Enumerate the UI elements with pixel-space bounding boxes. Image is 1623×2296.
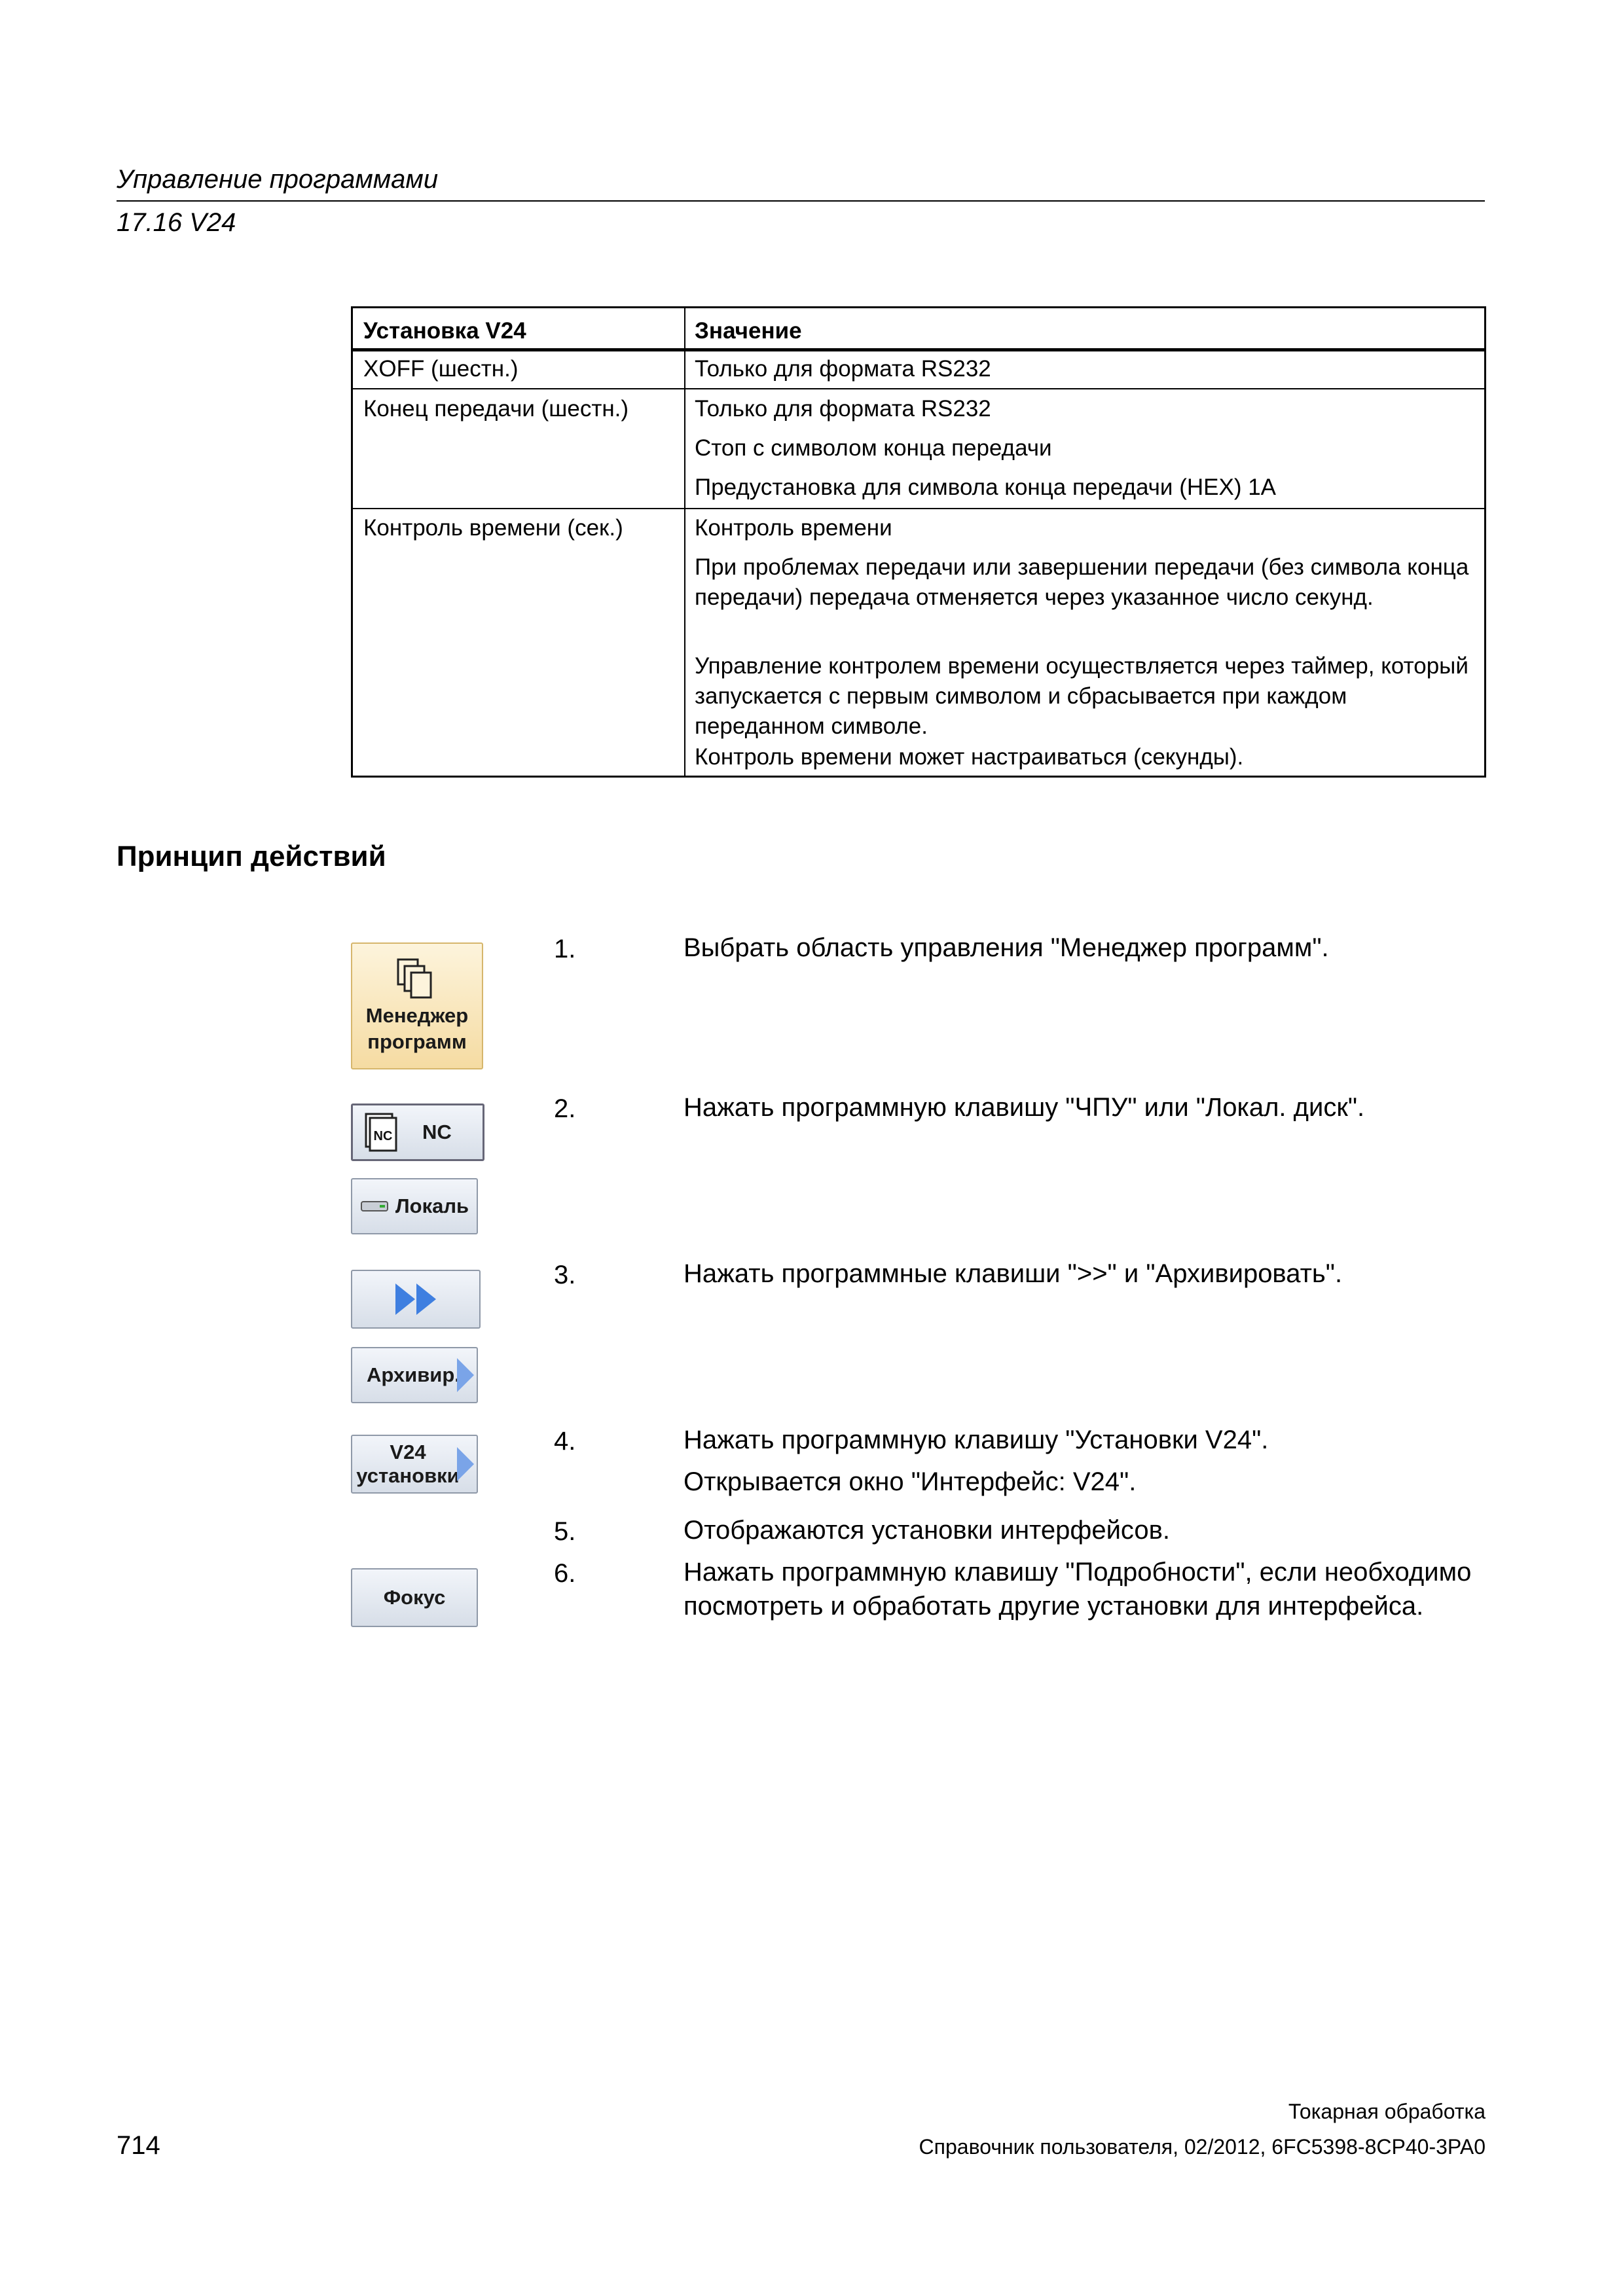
focus-softkey[interactable] [351, 1568, 478, 1627]
step-number: 2. [554, 1094, 576, 1123]
softkey-label-line1: Менеджер [365, 1004, 469, 1027]
step-number: 5. [554, 1517, 576, 1546]
submenu-arrow-icon [457, 1447, 474, 1481]
table-cell-value: Только для формата RS232 [695, 356, 991, 382]
table-cell-value: Контроль времени [695, 515, 892, 541]
running-header-title: Управление программами [117, 165, 439, 194]
table-row-divider [353, 388, 1484, 389]
program-manager-icon [394, 957, 440, 1003]
page-number: 714 [117, 2131, 160, 2160]
forward-arrow-icon [395, 1283, 415, 1315]
nc-softkey-label: NC [422, 1121, 452, 1143]
program-manager-softkey[interactable] [351, 942, 483, 1069]
step-text: Нажать программную клавишу "ЧПУ" или "Локал. диск". [684, 1093, 1365, 1122]
step-number: 6. [554, 1559, 576, 1588]
step-text: Нажать программные клавиши ">>" и "Архивировать". [684, 1259, 1343, 1288]
table-column-divider [684, 308, 685, 776]
softkey-label-line2: программ [367, 1030, 467, 1053]
footer-product: Токарная обработка [1288, 2100, 1486, 2123]
table-cell-value: При проблемах передачи или завершении передачи (без символа конца передачи) передача отменяется через указанное число секунд. [695, 554, 1469, 610]
step-subtext: Открывается окно "Интерфейс: V24". [684, 1467, 1137, 1496]
nc-icon-text: NC [373, 1129, 393, 1143]
archive-softkey-label: Архивир. [367, 1363, 460, 1386]
section-heading: Принцип действий [117, 840, 386, 872]
table-header-value: Значение [695, 318, 802, 344]
table-row-divider [353, 508, 1484, 509]
v24-softkey-label-line1: V24 [390, 1441, 426, 1463]
nc-softkey[interactable] [351, 1103, 484, 1161]
step-text: Выбрать область управления "Менеджер программ". [684, 933, 1329, 962]
step-number: 3. [554, 1261, 576, 1289]
local-drive-softkey-label: Локаль [395, 1194, 469, 1217]
step-text: Нажать программную клавишу "Установки V24". [684, 1426, 1269, 1454]
table-cell-value: Предустановка для символа конца передачи (HEX) 1A [695, 475, 1277, 500]
v24-settings-table [351, 306, 1486, 778]
v24-settings-softkey[interactable] [351, 1435, 478, 1494]
archive-softkey[interactable] [351, 1347, 478, 1403]
header-divider [117, 200, 1485, 202]
step-text: Отображаются установки интерфейсов. [684, 1516, 1170, 1545]
table-header-setting: Установка V24 [363, 318, 526, 344]
table-cell-setting: Контроль времени (сек.) [363, 515, 623, 541]
forward-arrow-icon [416, 1283, 436, 1315]
footer-document-id: Справочник пользователя, 02/2012, 6FC5398-8CP40-3PA0 [919, 2135, 1486, 2159]
table-cell-value: Управление контролем времени осуществляется через таймер, который запускается с первым символом и сбрасывается при каждом переданном символе. [695, 653, 1468, 739]
step-number: 1. [554, 935, 576, 963]
more-softkey[interactable] [351, 1270, 481, 1329]
local-drive-softkey[interactable] [351, 1178, 478, 1234]
local-drive-icon [360, 1198, 389, 1215]
step-text: Нажать программную клавишу "Подробности", если необходимо посмотреть и обработать другие установки для интерфейса. [684, 1558, 1472, 1621]
submenu-arrow-icon [457, 1358, 474, 1392]
step-number: 4. [554, 1427, 576, 1456]
v24-softkey-label-line2: установки [356, 1464, 460, 1487]
table-cell-value: Стоп с символом конца передачи [695, 435, 1052, 461]
table-cell-setting: XOFF (шестн.) [363, 356, 519, 382]
focus-softkey-label: Фокус [383, 1586, 446, 1609]
table-cell-value: Только для формата RS232 [695, 396, 991, 422]
table-cell-value: Контроль времени может настраиваться (секунды). [695, 744, 1244, 770]
running-header-section: 17.16 V24 [117, 208, 236, 237]
table-cell-setting: Конец передачи (шестн.) [363, 396, 629, 422]
nc-drive-icon [365, 1113, 399, 1152]
table-header-divider [353, 348, 1484, 351]
